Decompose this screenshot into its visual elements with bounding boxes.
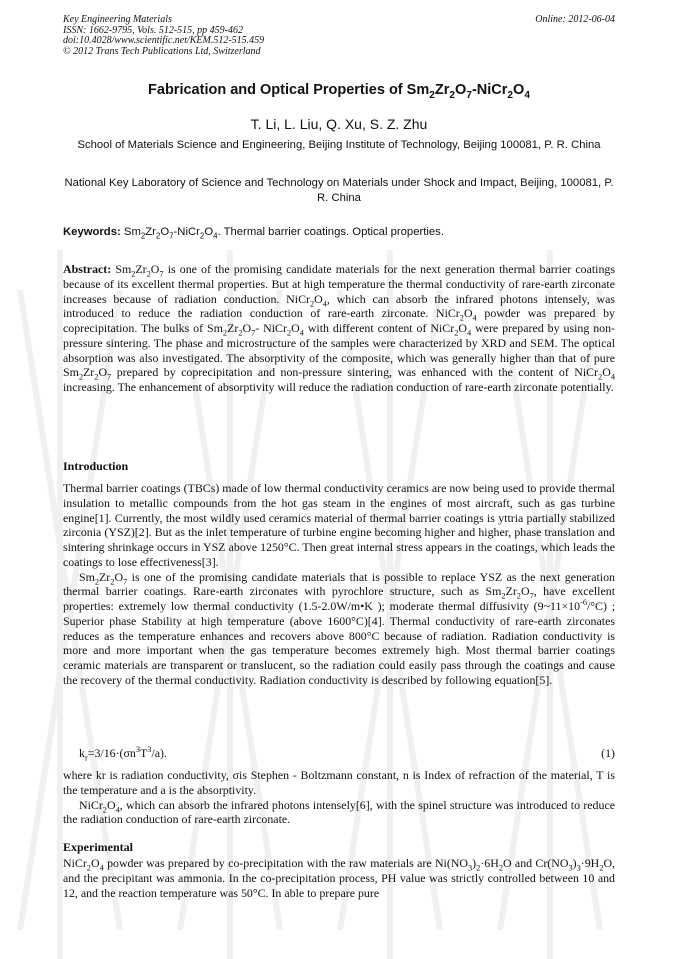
doi-line: doi:10.4028/www.scientific.net/KEM.512-515.459 xyxy=(63,35,265,47)
paper-title: Fabrication and Optical Properties of $Sm_2Zr_2O_7-NiCr_2O_4$ xyxy=(148,82,530,101)
introduction-heading: Introduction xyxy=(63,459,129,473)
abstract-text: $Sm_2Zr_2O_7$ is one of the promising candidate materials for the next generation thermal barrier coatings because of its excellent thermal properties. But at high temperature the thermal conductivity of rare-earth zirconate increases because of radiation conduction. $NiCr_2O_4$, which can absorb the infrared photons intensely, was introduced to reduce the radiation conduction of rare-earth zirconate. $NiCr_2O_4$ powder was prepared by coprecipitation. The bulks of $Sm_2Zr_2O_7-$ $NiCr_2O_4$ with different content of $NiCr_2O_4$ were prepared by using non-pressure sintering. The phase and microstructure of the samples were characterized by XRD and SEM. The optical absorption was also investigated. The absorptivity of the composite, which was generally higher than that of pure $Sm_2Zr_2O_7$ prepared by coprecipitation and non-pressure sintering, was enhanced with the content of $NiCr_2O_4$ increasing. The enhancement of absorptivity will reduce the radiation conduction of rare-earth zirconate potentially. xyxy=(63,262,616,394)
equation-text: $k_r=3/16\cdot(\sigma n^3T^3/a)$. xyxy=(79,745,167,763)
intro-paragraph-4: $NiCr_2O_4$, which can absorb the infrared photons intensely[6], with the spinel structure was introduced to reduce the radiation conduction of rare-earth zirconate. xyxy=(63,797,615,827)
introduction-body-continued xyxy=(63,768,615,827)
introduction-body xyxy=(63,481,615,688)
keywords-label: Keywords: xyxy=(63,226,121,238)
journal-name: Key Engineering Materials xyxy=(63,14,172,25)
affiliation-2: National Key Laboratory of Science and Technology on Materials under Shock and Impact, Beijing, 100081, P. R. China xyxy=(64,177,614,204)
abstract xyxy=(63,262,615,395)
equation-1 xyxy=(79,746,615,761)
intro-paragraph-3: where kr is radiation conductivity, σis Stephen - Boltzmann constant, n is Index of refraction of the material, T is the temperature and a is the absorptivity. xyxy=(63,768,615,797)
intro-paragraph-2: $Sm_2Zr_2O_7$ is one of the promising candidate materials that is possible to replace YSZ as the next generation thermal barrier coatings. Rare-earth zirconates with pyrochlore structure, such as $Sm_2Zr_2O_7$, have excellent properties: extremely low thermal conductivity (1.5-2.0W/m•K ); moderate thermal diffusivity $(9\sim 11\times 10^{-6}/^\circ C)$ ; Superior phase Stability at high temperature (above 1600°C)[4]. Thermal conductivity of rare-earth zirconates reduces as the temperature enhances and recovers above 800°C because of radiation. Radiation conductivity is more and more important when the gas temperature becomes extremely high. Most thermal barrier coatings ceramic materials are transparent or translucent, so the radiation could easily pass through the coatings and cause the recovery of the thermal conductivity. Radiation conductivity is described by following equation[5]. xyxy=(63,569,615,687)
issn-line: ISSN: 1662-9795, Vols. 512-515, pp 459-462 xyxy=(63,24,243,36)
experimental-paragraph-1: $NiCr_2O_4$ powder was prepared by co-precipitation with the raw materials are $Ni(NO_3)_2\cdot 6H_2O$ and $Cr(NO_3)_3\cdot 9H_2O$, and the precipitant was ammonia. In the co-precipitation process, PH value was strictly controlled between 10 and 12, and the reaction temperature was 50°C. In able to prepare pure xyxy=(63,856,615,900)
journal-header xyxy=(63,15,615,57)
abstract-label: Abstract: xyxy=(63,262,112,276)
copyright-line: © 2012 Trans Tech Publications Ltd, Switzerland xyxy=(63,45,261,57)
affiliation-1: School of Materials Science and Engineering, Beijing Institute of Technology, Beijing 100081, P. R. China xyxy=(77,139,601,151)
keywords-text: $Sm_2Zr_2O_7-NiCr_2O_4$. Thermal barrier coatings. Optical properties. xyxy=(120,226,444,241)
experimental-body xyxy=(63,856,615,900)
equation-number: (1) xyxy=(601,746,615,760)
online-date: Online: 2012-06-04 xyxy=(535,14,615,25)
intro-paragraph-1: Thermal barrier coatings (TBCs) made of low thermal conductivity ceramics are now being used to provide thermal insulation to metallic compounds from the hot gas steam in the engines of most aircraft, such as gas turbine engine[1]. Currently, the most wildly used ceramics material of thermal barrier coatings is yttria partially stabilized zirconia (YSZ)[2]. But as the inlet temperature of turbine engine becoming higher and higher, phase translation and sintering shrinkage occurs in YSZ above 1250°C. Then great internal stress appears in the coatings, which leads the coatings to lose effectiveness[3]. xyxy=(63,481,615,569)
author-list: T. Li, L. Liu, Q. Xu, S. Z. Zhu xyxy=(250,116,428,132)
experimental-heading: Experimental xyxy=(63,840,133,854)
keywords xyxy=(63,225,615,240)
